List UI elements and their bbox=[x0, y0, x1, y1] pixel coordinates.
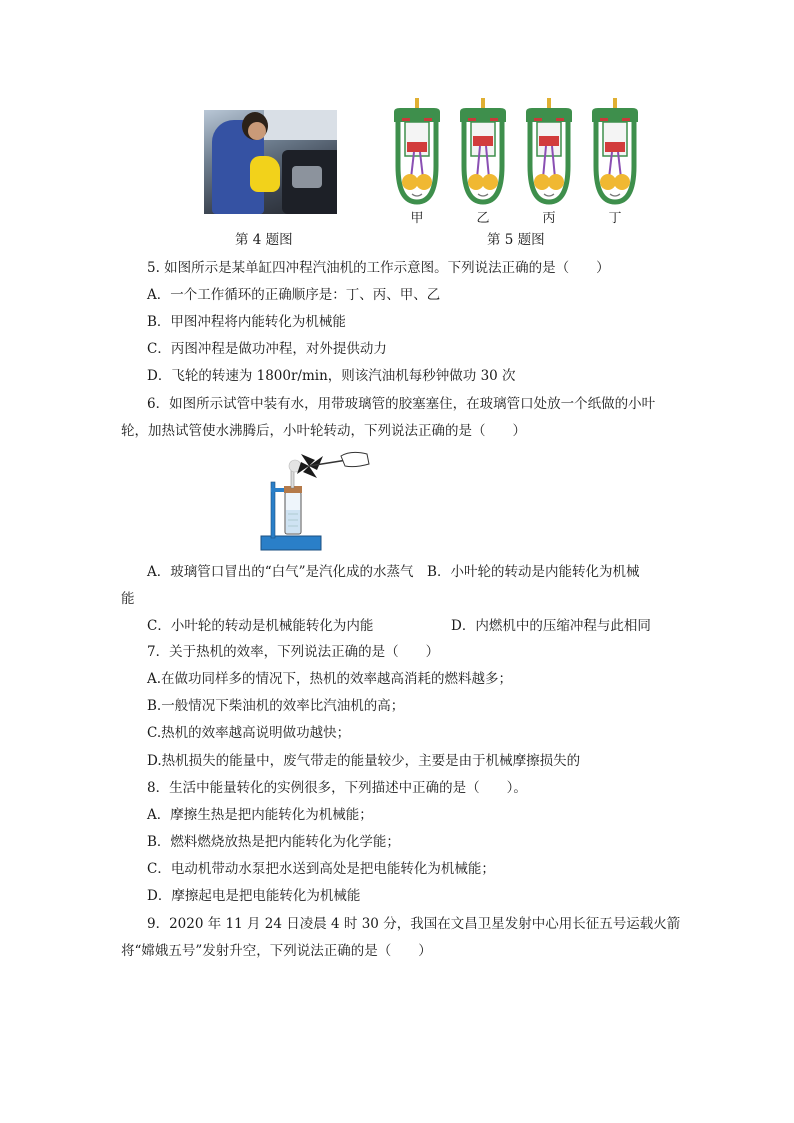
engine-stroke-label: 丙 bbox=[542, 211, 556, 226]
q5-option-b: B．甲图冲程将内能转化为机械能 bbox=[147, 314, 346, 330]
test-tube-apparatus bbox=[255, 444, 375, 556]
engine-stroke-1 bbox=[394, 98, 440, 226]
engine-stroke-label: 丁 bbox=[608, 211, 622, 226]
engine-stroke-label: 乙 bbox=[476, 211, 490, 226]
q7-option-a: A.在做功同样多的情况下，热机的效率越高消耗的燃料越多； bbox=[147, 671, 513, 687]
q6-option-ab: A．玻璃管口冒出的“白气”是汽化成的水蒸气 B．小叶轮的转动是内能转化为机械 bbox=[147, 564, 640, 580]
q8-stem: 8．生活中能量转化的实例很多，下列描述中正确的是（ ）。 bbox=[147, 780, 527, 796]
q7-stem: 7．关于热机的效率，下列说法正确的是（ ） bbox=[147, 644, 440, 660]
q7-option-b: B.一般情况下柴油机的效率比汽油机的高； bbox=[147, 698, 405, 714]
engine-stroke-3 bbox=[526, 98, 572, 226]
q5-option-c: C．丙图冲程是做功冲程，对外提供动力 bbox=[147, 341, 387, 357]
q6-stem-line2: 轮，加热试管使水沸腾后，小叶轮转动，下列说法正确的是（ ） bbox=[121, 423, 526, 439]
engine-stroke-diagram bbox=[380, 96, 660, 226]
q5-option-a: A．一个工作循环的正确顺序是：丁、丙、甲、乙 bbox=[147, 287, 441, 303]
fig4-photo bbox=[204, 110, 337, 214]
q5-option-d: D．飞轮的转速为 1800r/min，则该汽油机每秒钟做功 30 次 bbox=[147, 368, 516, 384]
q9-stem-line1: 9．2020 年 11 月 24 日凌晨 4 时 30 分，我国在文昌卫星发射中心用长征五号运载火箭 bbox=[147, 916, 681, 932]
fig5-caption: 第 5 题图 bbox=[487, 232, 545, 248]
engine-stroke-label: 甲 bbox=[410, 211, 424, 226]
q8-option-d: D．摩擦起电是把电能转化为机械能 bbox=[147, 888, 361, 904]
q5-stem: 5. 如图所示是某单缸四冲程汽油机的工作示意图。下列说法正确的是（ ） bbox=[147, 260, 610, 276]
q8-option-c: C．电动机带动水泵把水送到高处是把电能转化为机械能； bbox=[147, 861, 495, 877]
q7-option-c: C.热机的效率越高说明做功越快； bbox=[147, 725, 351, 741]
engine-stroke-4 bbox=[592, 98, 638, 226]
q6-option-c: C．小叶轮的转动是机械能转化为内能 bbox=[147, 618, 374, 634]
engine-stroke-2 bbox=[460, 98, 506, 226]
q6-option-d: D．内燃机中的压缩冲程与此相同 bbox=[451, 618, 651, 634]
q7-option-d: D.热机损失的能量中，废气带走的能量较少，主要是由于机械摩擦损失的 bbox=[147, 753, 581, 769]
q6-option-ab-cont: 能 bbox=[121, 591, 135, 607]
fig4-caption: 第 4 题图 bbox=[235, 232, 293, 248]
q8-option-b: B．燃料燃烧放热是把内能转化为化学能； bbox=[147, 834, 400, 850]
q8-option-a: A．摩擦生热是把内能转化为机械能； bbox=[147, 807, 373, 823]
q9-stem-line2: 将“嫦娥五号”发射升空，下列说法正确的是（ ） bbox=[121, 943, 432, 959]
q6-stem-line1: 6．如图所示试管中装有水，用带玻璃管的胶塞塞住，在玻璃管口处放一个纸做的小叶 bbox=[147, 396, 656, 412]
